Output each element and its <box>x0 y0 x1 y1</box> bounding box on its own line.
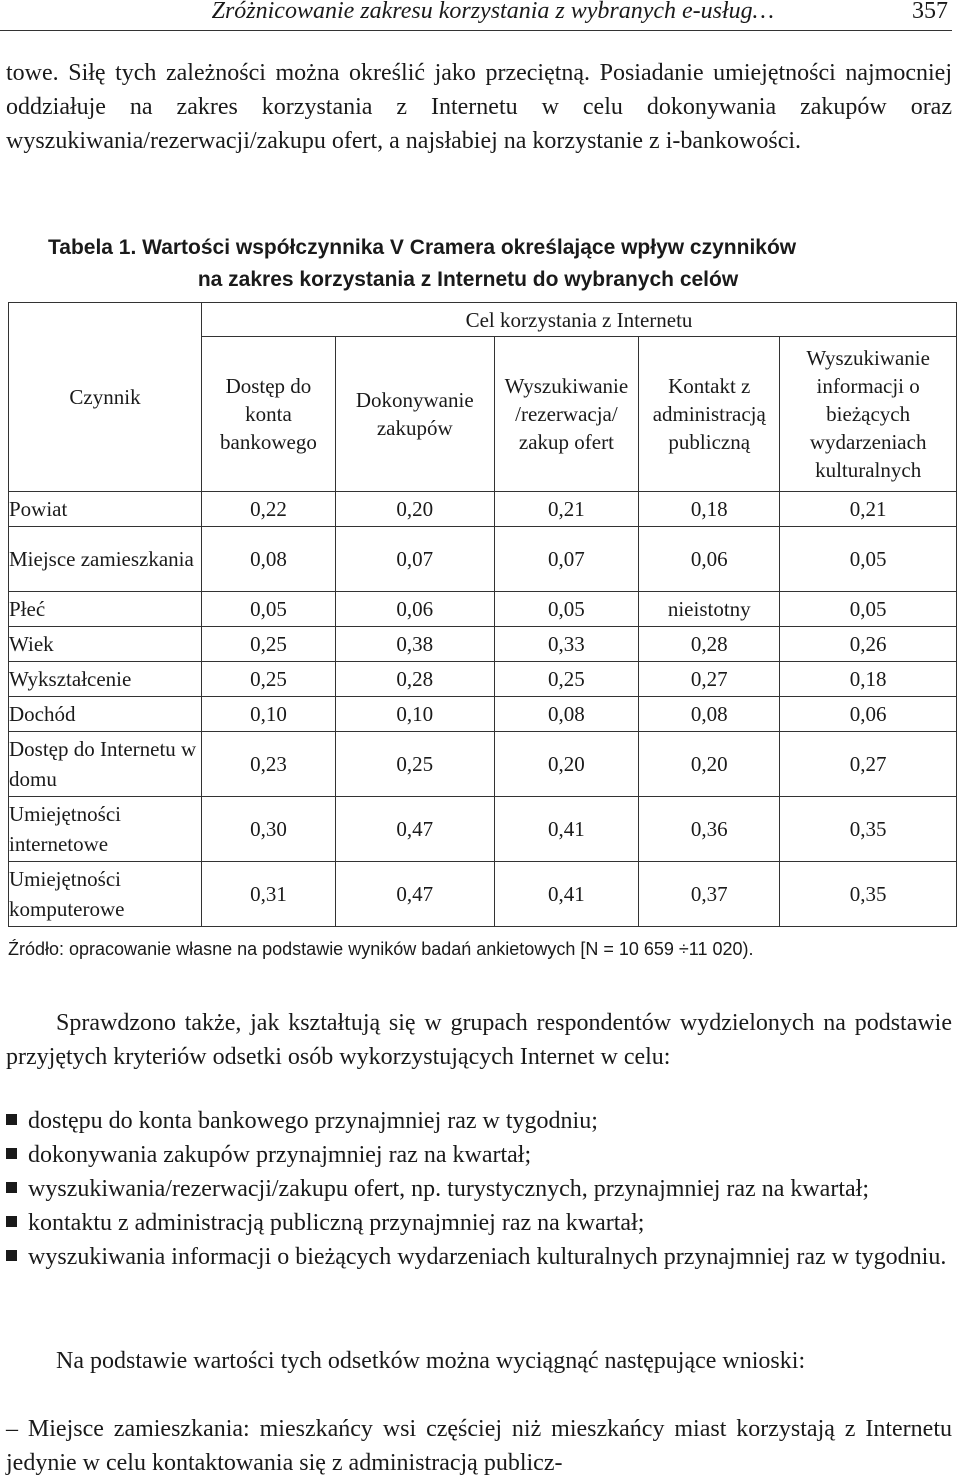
factor-cell: Płeć <box>9 592 202 627</box>
value-cell: 0,28 <box>639 627 780 662</box>
table-caption-line2: na zakres korzystania z Internetu do wybranych celów <box>197 268 739 291</box>
cramer-v-table <box>8 302 957 927</box>
table-row <box>9 732 957 797</box>
value-cell: 0,47 <box>335 797 494 862</box>
table-row <box>9 592 957 627</box>
value-cell: 0,20 <box>335 492 494 527</box>
value-cell: 0,18 <box>780 662 957 697</box>
value-cell: 0,33 <box>494 627 639 662</box>
table-body <box>9 492 957 927</box>
value-cell: 0,20 <box>494 732 639 797</box>
bullet-text: wyszukiwania informacji o bieżących wydarzeniach kulturalnych przynajmniej raz w tygodniu. <box>28 1244 947 1270</box>
value-cell: 0,27 <box>639 662 780 697</box>
bullet-text: dokonywania zakupów przynajmniej raz na kwartał; <box>28 1142 532 1168</box>
table-row <box>9 797 957 862</box>
value-cell: 0,47 <box>335 862 494 927</box>
value-cell: 0,06 <box>335 592 494 627</box>
square-bullet-icon <box>6 1182 17 1193</box>
value-cell: nieistotny <box>639 592 780 627</box>
running-header-title: Zróżnicowanie zakresu korzystania z wybranych e-usług… <box>211 0 774 24</box>
value-cell: 0,07 <box>494 527 639 592</box>
value-cell: 0,05 <box>202 592 336 627</box>
value-cell: 0,36 <box>639 797 780 862</box>
value-cell: 0,27 <box>780 732 957 797</box>
bullet-text: kontaktu z administracją publiczną przynajmniej raz na kwartał; <box>28 1210 645 1236</box>
intro-paragraph: towe. Siłę tych zależności można określić jako przeciętną. Posiadanie umiejętności najmocniej oddziałuje na zakres korzystania z Internetu w celu dokonywania zakupów oraz wyszukiwania/rezerwacji/zakupu ofert, a najsłabiej na korzystanie z i-bankowości. <box>6 60 952 154</box>
value-cell: 0,18 <box>639 492 780 527</box>
column-header: Dokonywanie zakupów <box>335 337 494 492</box>
factor-cell: Umiejętności komputerowe <box>9 862 202 927</box>
value-cell: 0,37 <box>639 862 780 927</box>
value-cell: 0,35 <box>780 862 957 927</box>
square-bullet-icon <box>6 1148 17 1159</box>
value-cell: 0,26 <box>780 627 957 662</box>
paragraph-3: Na podstawie wartości tych odsetków można wyciągnąć następujące wnioski: <box>56 1348 806 1374</box>
bullet-item <box>6 1172 952 1206</box>
table-row <box>9 492 957 527</box>
square-bullet-icon <box>6 1114 17 1125</box>
value-cell: 0,25 <box>494 662 639 697</box>
value-cell: 0,21 <box>780 492 957 527</box>
table-row <box>9 862 957 927</box>
page-number: 357 <box>912 0 948 24</box>
column-header: Wyszukiwanie informacji o bieżących wydarzeniach kulturalnych <box>780 337 957 492</box>
value-cell: 0,07 <box>335 527 494 592</box>
bullet-text: dostępu do konta bankowego przynajmniej raz w tygodniu; <box>28 1108 598 1134</box>
value-cell: 0,31 <box>202 862 336 927</box>
value-cell: 0,05 <box>780 592 957 627</box>
value-cell: 0,38 <box>335 627 494 662</box>
value-cell: 0,28 <box>335 662 494 697</box>
bullet-item <box>6 1206 952 1240</box>
value-cell: 0,08 <box>202 527 336 592</box>
group-header: Cel korzystania z Internetu <box>202 303 957 337</box>
bullet-item <box>6 1240 952 1274</box>
column-header: Dostęp do konta bankowego <box>202 337 336 492</box>
table-caption <box>48 232 928 296</box>
square-bullet-icon <box>6 1250 17 1261</box>
value-cell: 0,05 <box>780 527 957 592</box>
factor-cell: Dostęp do Internetu w domu <box>9 732 202 797</box>
value-cell: 0,25 <box>202 662 336 697</box>
value-cell: 0,41 <box>494 797 639 862</box>
value-cell: 0,20 <box>639 732 780 797</box>
column-header: Kontakt z administracją publiczną <box>639 337 780 492</box>
value-cell: 0,10 <box>335 697 494 732</box>
bullet-text: wyszukiwania/rezerwacji/zakupu ofert, np. turystycznych, przynajmniej raz na kwartał; <box>28 1176 869 1202</box>
value-cell: 0,30 <box>202 797 336 862</box>
column-header: Wyszukiwanie /rezerwacja/ zakup ofert <box>494 337 639 492</box>
value-cell: 0,08 <box>494 697 639 732</box>
value-cell: 0,06 <box>639 527 780 592</box>
table-row <box>9 662 957 697</box>
value-cell: 0,08 <box>639 697 780 732</box>
value-cell: 0,21 <box>494 492 639 527</box>
factor-cell: Umiejętności internetowe <box>9 797 202 862</box>
value-cell: 0,23 <box>202 732 336 797</box>
value-cell: 0,25 <box>335 732 494 797</box>
value-cell: 0,35 <box>780 797 957 862</box>
bullet-item <box>6 1138 952 1172</box>
value-cell: 0,10 <box>202 697 336 732</box>
value-cell: 0,05 <box>494 592 639 627</box>
value-cell: 0,41 <box>494 862 639 927</box>
table-row <box>9 697 957 732</box>
bullet-list <box>6 1104 952 1274</box>
bullet-item <box>6 1104 952 1138</box>
factor-header: Czynnik <box>9 303 202 492</box>
dash-list-item: – Miejsce zamieszkania: mieszkańcy wsi częściej niż mieszkańcy miast korzystają z Internetu jedynie w celu kontaktowania się z administracją publicz- <box>6 1416 952 1476</box>
factor-cell: Powiat <box>9 492 202 527</box>
table-caption-line1: Tabela 1. Wartości współczynnika V Cramera określające wpływ czynników <box>48 236 797 259</box>
paragraph-2: Sprawdzono także, jak kształtują się w grupach respondentów wydzielonych na podstawie przyjętych kryteriów odsetki osób wykorzystujących Internet w celu: <box>6 1010 952 1070</box>
source-note: Źródło: opracowanie własne na podstawie wyników badań ankietowych [N = 10 659 ÷11 020). <box>8 939 754 959</box>
running-header <box>0 0 952 31</box>
square-bullet-icon <box>6 1216 17 1227</box>
factor-cell: Wiek <box>9 627 202 662</box>
value-cell: 0,06 <box>780 697 957 732</box>
value-cell: 0,22 <box>202 492 336 527</box>
factor-cell: Wykształcenie <box>9 662 202 697</box>
factor-cell: Miejsce zamieszkania <box>9 527 202 592</box>
value-cell: 0,25 <box>202 627 336 662</box>
factor-cell: Dochód <box>9 697 202 732</box>
table-row <box>9 627 957 662</box>
table-row <box>9 527 957 592</box>
